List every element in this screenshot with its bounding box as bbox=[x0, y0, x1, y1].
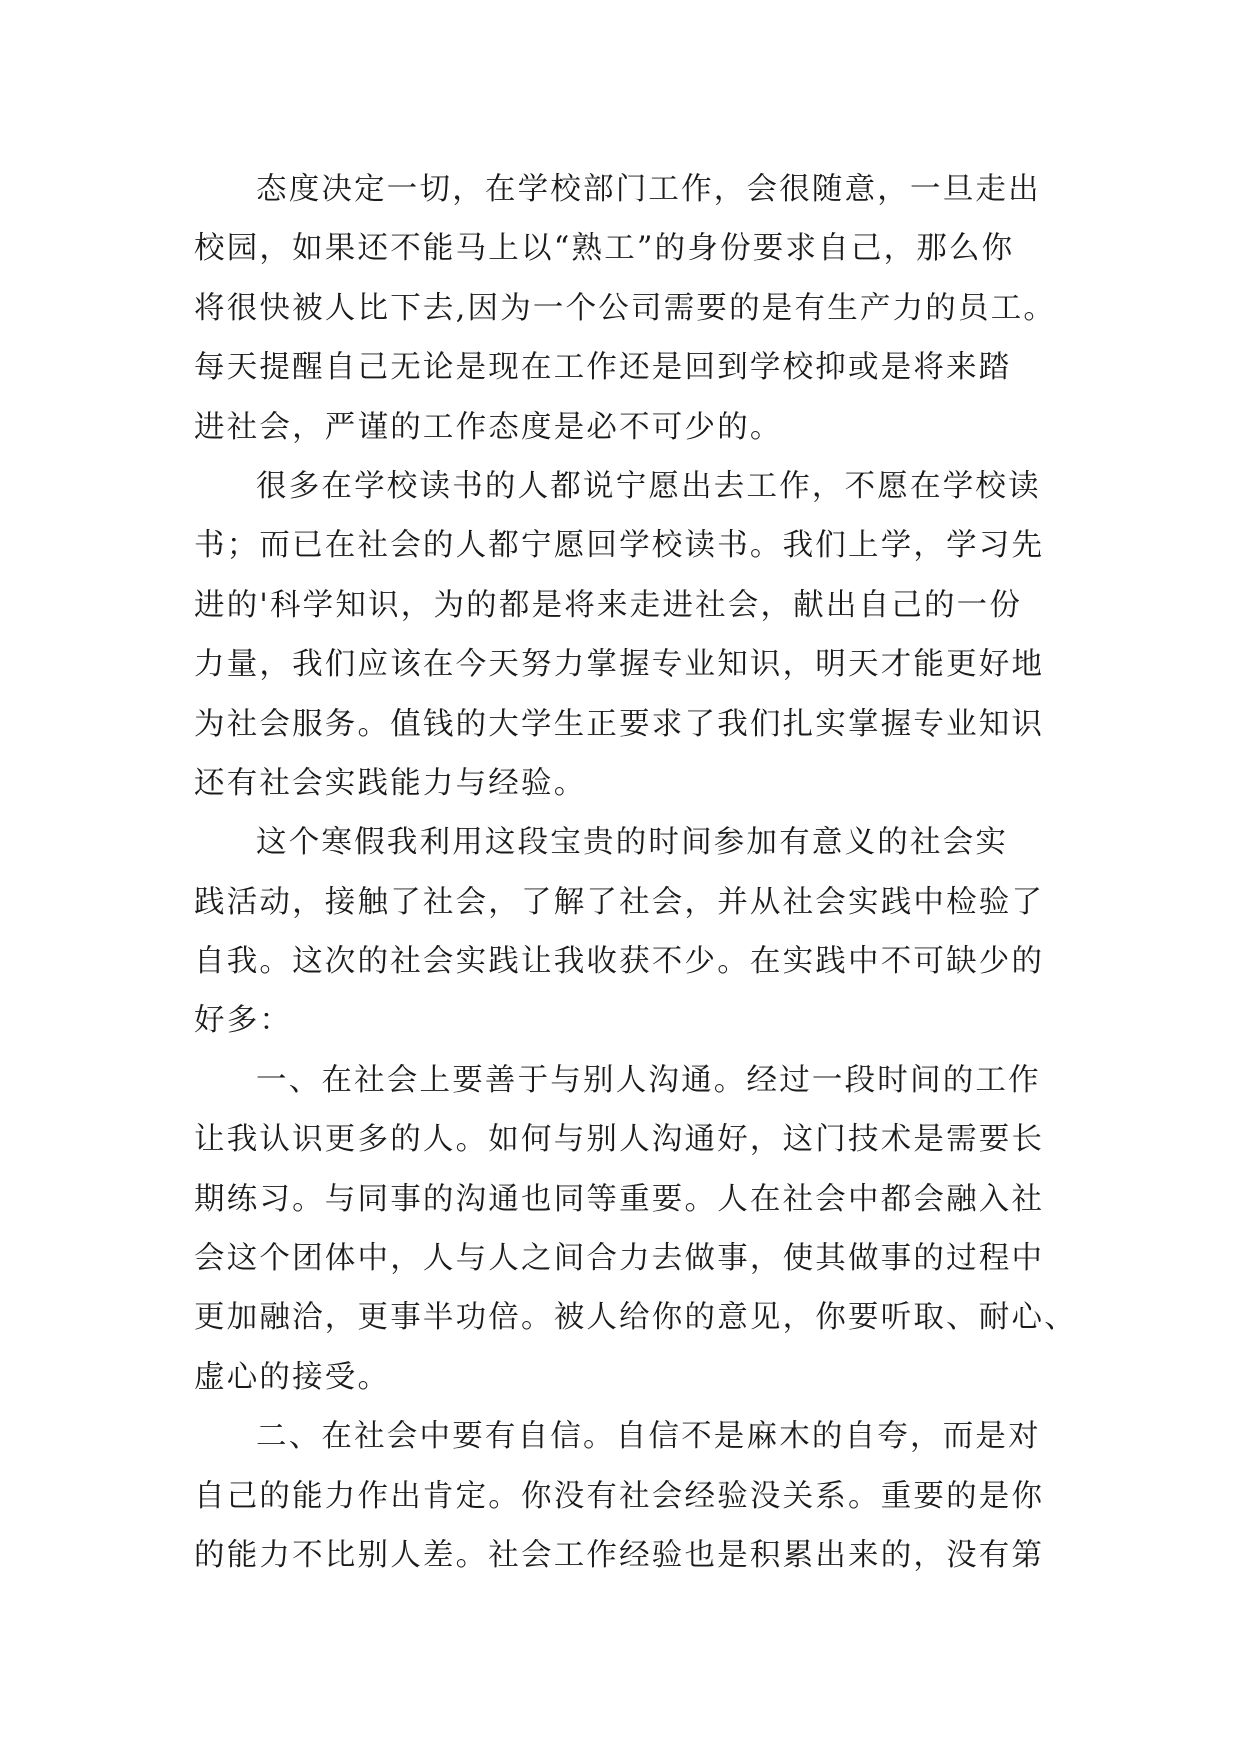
text-line: 践活动，接触了社会，了解了社会，并从社会实践中检验了 bbox=[194, 884, 1045, 920]
text-line: 的能力不比别人差。社会工作经验也是积累出来的，没有第 bbox=[194, 1537, 1045, 1573]
text-line: 还有社会实践能力与经验。 bbox=[194, 765, 587, 801]
text-line: 自我。这次的社会实践让我收获不少。在实践中不可缺少的 bbox=[194, 944, 1045, 980]
paragraph-2 bbox=[194, 457, 1094, 813]
paragraph-3 bbox=[194, 813, 1094, 1051]
text-line: 校园，如果还不能马上以“熟工”的身份要求自己，那么你 bbox=[194, 231, 1015, 267]
body-text bbox=[194, 160, 1094, 1585]
text-line: 这个寒假我利用这段宝贵的时间参加有意义的社会实 bbox=[256, 825, 1009, 861]
text-line: 态度决定一切，在学校部门工作，会很随意，一旦走出 bbox=[256, 172, 1041, 207]
text-line: 力量，我们应该在今天努力掌握专业知识，明天才能更好地 bbox=[194, 647, 1045, 683]
text-line: 每天提醒自己无论是现在工作还是回到学校抑或是将来踏 bbox=[194, 350, 1012, 386]
text-line: 虚心的接受。 bbox=[194, 1359, 391, 1395]
text-line: 让我认识更多的人。如何与别人沟通好，这门技术是需要长 bbox=[194, 1122, 1045, 1158]
text-line: 自己的能力作出肯定。你没有社会经验没关系。重要的是你 bbox=[194, 1478, 1045, 1514]
text-line: 进的'科学知识，为的都是将来走进社会，献出自己的一份 bbox=[194, 587, 1023, 623]
paragraph-1 bbox=[194, 160, 1094, 457]
text-line: 为社会服务。值钱的大学生正要求了我们扎实掌握专业知识 bbox=[194, 706, 1045, 742]
text-line: 一、在社会上要善于与别人沟通。经过一段时间的工作 bbox=[256, 1062, 1041, 1098]
text-line: 好多： bbox=[194, 1003, 293, 1039]
paragraph-4 bbox=[194, 1051, 1094, 1407]
text-line: 更加融洽，更事半功倍。被人给你的意见，你要听取、耐心、 bbox=[194, 1300, 1077, 1336]
text-line: 会这个团体中，人与人之间合力去做事，使其做事的过程中 bbox=[194, 1241, 1045, 1277]
paragraph-5 bbox=[194, 1407, 1094, 1585]
text-line: 二、在社会中要有自信。自信不是麻木的自夸，而是对 bbox=[256, 1419, 1041, 1455]
text-line: 将很快被人比下去,因为一个公司需要的是有生产力的员工。 bbox=[194, 290, 1057, 326]
text-line: 进社会，严谨的工作态度是必不可少的。 bbox=[194, 409, 783, 445]
text-line: 书；而已在社会的人都宁愿回学校读书。我们上学，学习先 bbox=[194, 528, 1045, 564]
text-line: 期练习。与同事的沟通也同等重要。人在社会中都会融入社 bbox=[194, 1181, 1045, 1217]
text-line: 很多在学校读书的人都说宁愿出去工作，不愿在学校读 bbox=[256, 468, 1041, 504]
